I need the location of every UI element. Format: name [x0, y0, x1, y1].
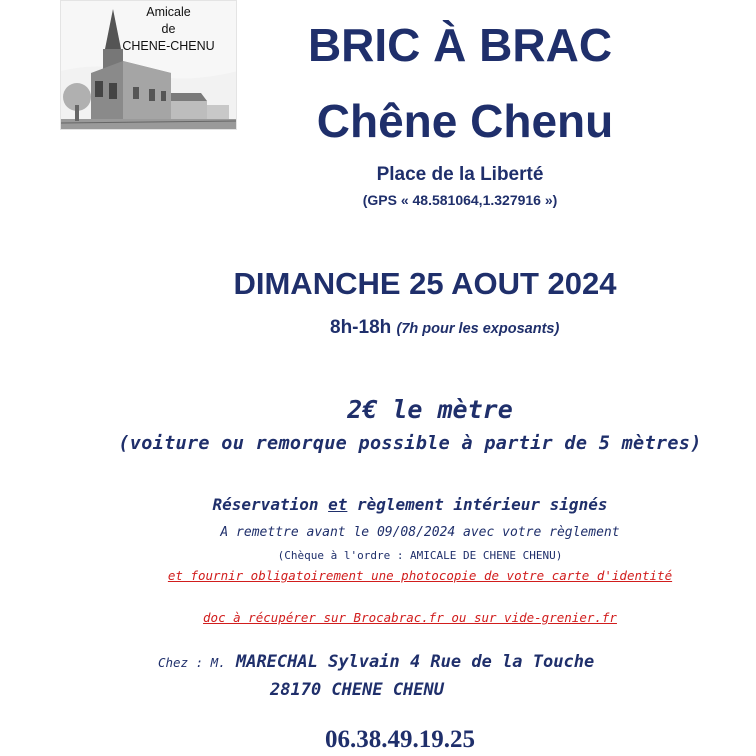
logo-line-1: Amicale — [146, 5, 191, 19]
event-hours — [330, 317, 559, 339]
contact-phone: 06.38.49.19.25 — [325, 726, 475, 753]
event-hours-main: 8h-18h — [330, 317, 392, 338]
page-title: BRIC À BRAC — [307, 19, 613, 71]
price: 2€ le mètre — [347, 395, 513, 424]
contact-name: MARECHAL Sylvain 4 Rue de la Touche — [225, 652, 595, 672]
cheque-note: (Chèque à l'ordre : AMICALE DE CHENE CHENU) — [277, 549, 563, 562]
contact-prefix: Chez : M. — [158, 655, 226, 670]
reservation-title-part1: Réservation — [212, 495, 329, 514]
vehicle-note: (voiture ou remorque possible à partir de 5 mètres) — [118, 433, 702, 454]
event-gps: (GPS « 48.581064,1.327916 ») — [362, 192, 558, 208]
event-hours-note: (7h pour les exposants) — [396, 321, 560, 337]
event-date: DIMANCHE 25 AOUT 2024 — [233, 266, 617, 301]
id-note: et fournir obligatoirement une photocopie de votre carte d'identité — [167, 568, 673, 583]
page-subtitle: Chêne Chenu — [316, 95, 614, 147]
contact-city: 28170 CHENE CHENU — [270, 680, 444, 700]
reservation-deadline: A remettre avant le 09/08/2024 avec votre règlement — [220, 525, 620, 540]
logo-line-3: CHENE-CHENU — [122, 39, 215, 53]
logo-line-2: de — [161, 22, 176, 36]
doc-note: doc à récupérer sur Brocabrac.fr ou sur vide-grenier.fr — [203, 610, 617, 625]
reservation-title-part2: règlement intérieur signés — [347, 495, 608, 514]
event-place: Place de la Liberté — [376, 164, 544, 185]
contact-address — [158, 652, 594, 672]
reservation-title-underlined: et — [328, 495, 348, 514]
reservation-title — [140, 495, 680, 514]
